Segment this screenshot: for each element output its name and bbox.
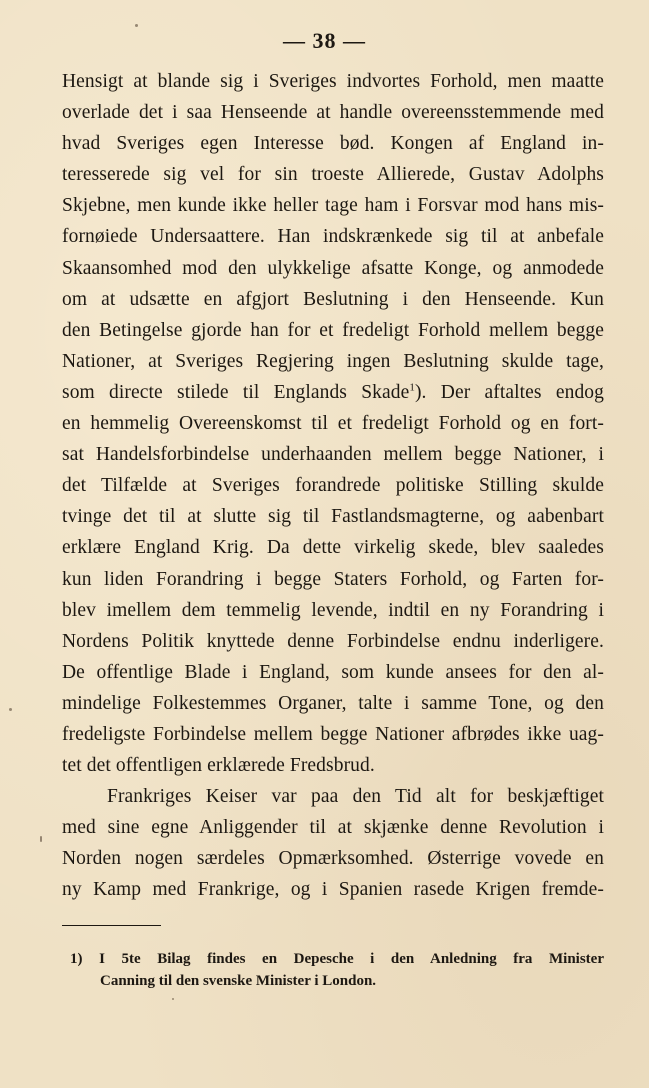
text-line: Skjebne, men kunde ikke heller tage ham i Forsvar mod hans mis-: [62, 195, 604, 217]
text-line: blev imellem dem temmelig levende, indtil en ny Forandring i: [62, 599, 604, 621]
text-line: fredeligste Forbindelse mellem begge Nationer afbrødes ikke uag-: [62, 723, 604, 745]
text-line: med sine egne Anliggender til at skjænke denne Revolution i: [62, 817, 604, 839]
footnote-reference[interactable]: 1: [409, 381, 415, 394]
page-number: — 38 —: [283, 28, 366, 53]
text-line: Nationer, at Sveriges Regjering ingen Beslutning skulde tage,: [62, 350, 604, 372]
paper-speck: [9, 708, 12, 711]
body-text: [62, 66, 604, 906]
text-line: kun liden Forandring i begge Staters Forhold, og Farten for-: [62, 568, 604, 590]
paper-speck: [40, 836, 42, 842]
text-line: erklære England Krig. Da dette virkelig skede, blev saaledes: [62, 537, 604, 559]
text-line: det Tilfælde at Sveriges forandrede politiske Stilling skulde: [62, 475, 604, 497]
text-line: sat Handelsforbindelse underhaanden mellem begge Nationer, i: [62, 444, 604, 466]
text-line: Norden nogen særdeles Opmærksomhed. Østerrige vovede en: [62, 848, 604, 870]
text-line: om at udsætte en afgjort Beslutning i den Henseende. Kun: [62, 288, 604, 310]
text-line: en hemmelig Overeenskomst til et fredeligt Forhold og en fort-: [62, 413, 604, 435]
footnotes: [70, 948, 604, 992]
text-line: tvinge det til at slutte sig til Fastlandsmagterne, og aabenbart: [62, 506, 604, 528]
text-line: mindelige Folkestemmes Organer, talte i samme Tone, og den: [62, 692, 604, 714]
footnote-divider: [62, 925, 161, 926]
text-line-with-footnote: [62, 377, 604, 408]
text-line: den Betingelse gjorde han for et fredeligt Forhold mellem begge: [62, 319, 604, 341]
text-line: teresserede sig vel for sin troeste Allierede, Gustav Adolphs: [62, 164, 604, 186]
text-segment: ). Der aftaltes endog: [414, 381, 604, 403]
text-line: ny Kamp med Frankrige, og i Spanien rasede Krigen fremde-: [62, 879, 604, 901]
paper-speck: [135, 24, 138, 27]
text-line: De offentlige Blade i England, som kunde ansees for den al-: [62, 661, 604, 683]
text-line: fornøiede Undersaattere. Han indskrænkede sig til at anbefale: [62, 226, 604, 248]
text-line: Skaansomhed mod den ulykkelige afsatte Konge, og anmodede: [62, 257, 604, 279]
text-line: Hensigt at blande sig i Sveriges indvortes Forhold, men maatte: [62, 71, 604, 92]
text-line: hvad Sveriges egen Interesse bød. Kongen af England in-: [62, 133, 604, 155]
text-line: tet det offentligen erklærede Fredsbrud.: [62, 755, 375, 777]
paragraph-start-line: Frankriges Keiser var paa den Tid alt for beskjæftiget: [107, 786, 604, 808]
text-line: overlade det i saa Henseende at handle overeensstemmende med: [62, 102, 604, 124]
footnote-line: Canning til den svenske Minister i London.: [100, 973, 377, 989]
text-segment: som directe stilede til Englands Skade: [62, 381, 410, 403]
text-line: Nordens Politik knyttede denne Forbindelse endnu inderligere.: [62, 630, 604, 652]
footnote-line: 1) I 5te Bilag findes en Depesche i den Anledning fra Minister: [70, 951, 604, 967]
paper-speck: [172, 998, 174, 1000]
